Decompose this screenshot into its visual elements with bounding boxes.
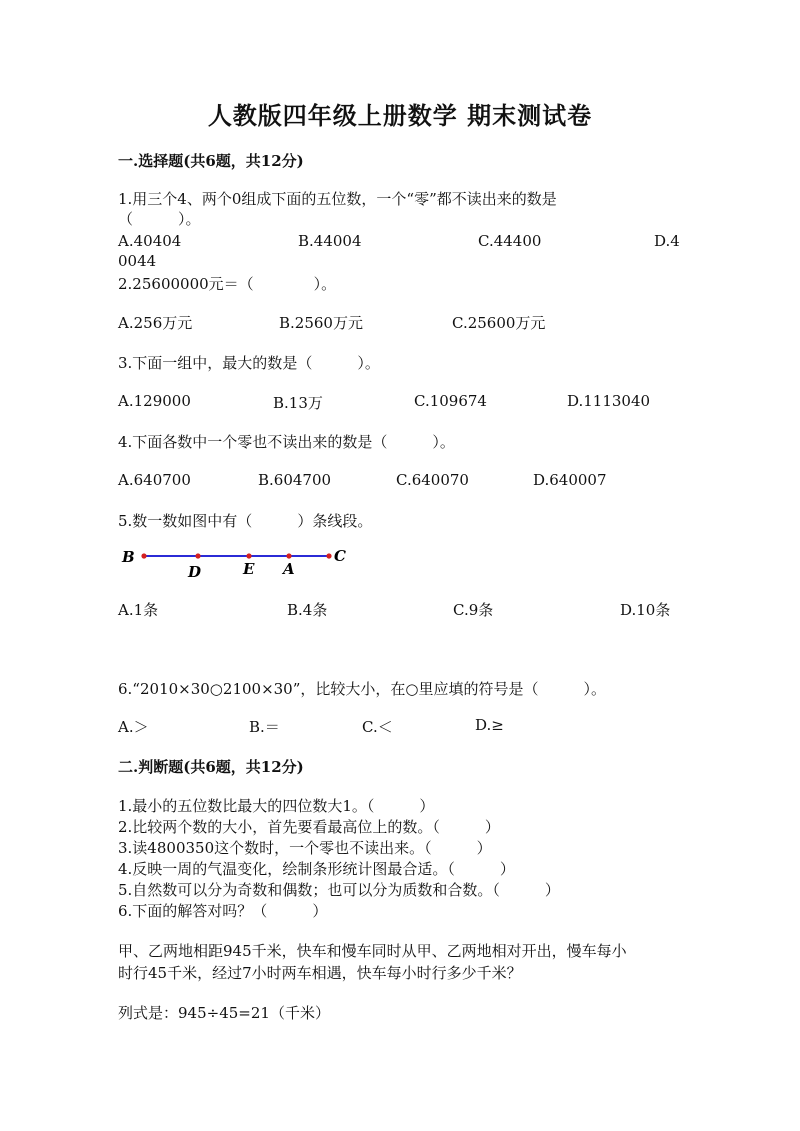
section-1-heading: 一.选择题(共6题，共12分) <box>118 152 304 170</box>
q1-option-b: B.44004 <box>298 232 362 250</box>
q2-option-c: C.25600万元 <box>452 314 546 332</box>
q4-option-c: C.640070 <box>396 471 469 489</box>
judge-item-3: 3.读4800350这个数时，一个零也不读出来。（ ） <box>118 839 492 857</box>
section-2-heading: 二.判断题(共6题，共12分) <box>118 758 304 776</box>
solution-formula: 列式是：945÷45=21（千米） <box>118 1004 330 1022</box>
q1-text-line1: 1.用三个4、两个0组成下面的五位数，一个“零”都不读出来的数是 <box>118 190 557 208</box>
point-e-label: E <box>243 560 255 578</box>
q5-option-a: A.1条 <box>118 601 159 619</box>
point-c-dot <box>326 553 331 558</box>
q4-option-d: D.640007 <box>533 471 607 489</box>
q5-option-b: B.4条 <box>287 601 328 619</box>
q2-option-b: B.2560万元 <box>279 314 363 332</box>
point-d-label: D <box>188 563 202 581</box>
point-b-dot <box>141 553 146 558</box>
q1-text-line2: （ ）。 <box>118 210 201 228</box>
point-c-label: C <box>334 547 346 565</box>
q6-option-d: D.≥ <box>475 716 504 734</box>
point-d-dot <box>195 553 200 558</box>
point-a-label: A <box>283 560 295 578</box>
judge-item-4: 4.反映一周的气温变化，绘制条形统计图最合适。（ ） <box>118 860 515 878</box>
q6-text: 6.“2010×30○2100×30”，比较大小，在○里应填的符号是（ ）。 <box>118 680 606 698</box>
judge-item-6: 6.下面的解答对吗？（ ） <box>118 902 328 920</box>
q6-option-b: B.＝ <box>249 718 280 736</box>
q1-option-c: C.44400 <box>478 232 542 250</box>
q3-option-c: C.109674 <box>414 392 487 410</box>
q4-text: 4.下面各数中一个零也不读出来的数是（ ）。 <box>118 433 455 451</box>
word-problem-line2: 时行45千米，经过7小时两车相遇，快车每小时行多少千米？ <box>118 964 522 982</box>
q3-option-a: A.129000 <box>118 392 191 410</box>
q3-text: 3.下面一组中，最大的数是（ ）。 <box>118 354 380 372</box>
q5-option-c: C.9条 <box>453 601 494 619</box>
page-title: 人教版四年级上册数学 期末测试卷 <box>207 101 593 130</box>
q6-option-c: C.＜ <box>362 718 393 736</box>
point-a-dot <box>286 553 291 558</box>
judge-item-1: 1.最小的五位数比最大的四位数大1。（ ） <box>118 797 435 815</box>
point-e-dot <box>246 553 251 558</box>
q3-option-d: D.1113040 <box>567 392 651 410</box>
q1-option-d: D.4 <box>654 232 680 250</box>
point-b-label: B <box>122 548 135 566</box>
q4-option-b: B.604700 <box>258 471 332 489</box>
word-problem-line1: 甲、乙两地相距945千米，快车和慢车同时从甲、乙两地相对开出，慢车每小 <box>118 942 627 960</box>
q1-option-d-wrap: 0044 <box>118 252 157 270</box>
q3-option-b: B.13万 <box>273 394 323 412</box>
judge-item-2: 2.比较两个数的大小，首先要看最高位上的数。（ ） <box>118 818 500 836</box>
q5-option-d: D.10条 <box>620 601 671 619</box>
q2-text: 2.25600000元＝（ ）。 <box>118 275 337 293</box>
q5-text: 5.数一数如图中有（ ）条线段。 <box>118 512 373 530</box>
q2-option-a: A.256万元 <box>118 314 193 332</box>
q1-option-a: A.40404 <box>118 232 182 250</box>
judge-item-5: 5.自然数可以分为奇数和偶数；也可以分为质数和合数。（ ） <box>118 881 560 899</box>
q4-option-a: A.640700 <box>118 471 191 489</box>
q6-option-a: A.＞ <box>118 718 149 736</box>
segment-diagram <box>118 543 358 581</box>
